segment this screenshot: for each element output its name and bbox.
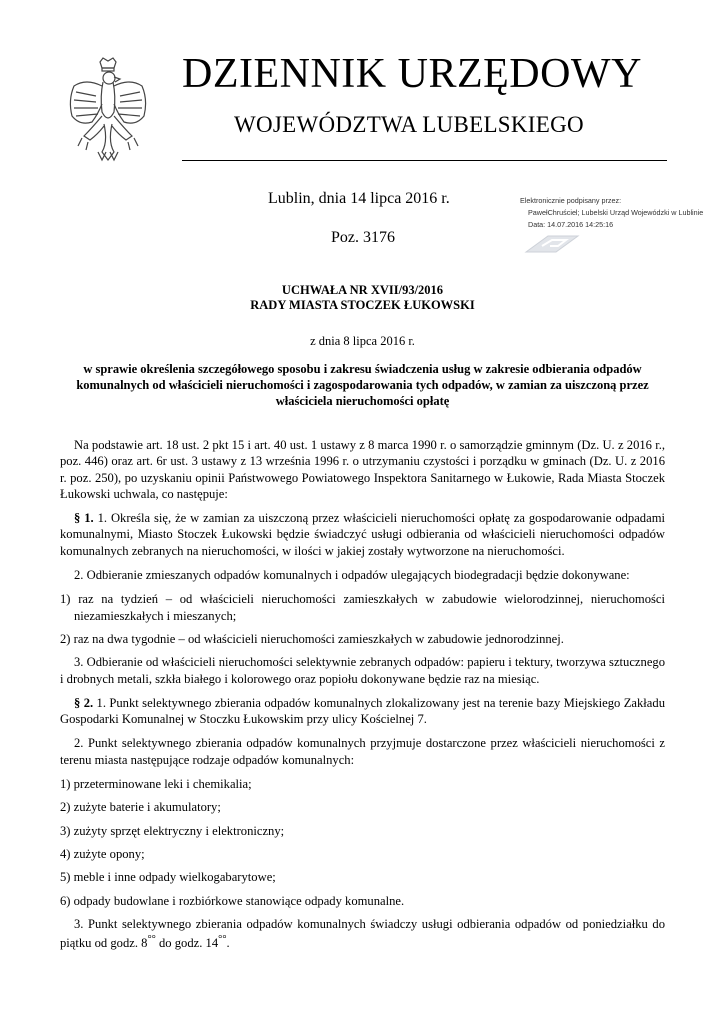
section-2-paragraph-2: 2. Punkt selektywnego zbierania odpadów komunalnych przyjmuje dostarczone przez właścicieli nieruchomości z terenu miasta następujące rodzaje odpadów komunalnych: [60,736,665,767]
hours-text-mid: do godz. 14 [155,936,219,951]
signature-date: Data: 14.07.2016 14:25:16 [528,220,614,229]
resolution-number: UCHWAŁA NR XVII/93/2016 [281,283,444,297]
section-1-paragraph-2: 2. Odbieranie zmieszanych odpadów komunalnych i odpadów ulegających biodegradacji będzie dokonywane: [74,568,630,583]
header-divider [182,160,667,161]
section-2-text-1: 1. Punkt selektywnego zbierania odpadów komunalnych zlokalizowany jest na terenie bazy Miejskiego Zakładu Gospodarki Komunalnej w Stoczku Łukowskim przy ulicy Kościelnej 7. [60,695,665,727]
hours-text-end: . [226,936,230,951]
journal-title: DZIENNIK URZĘDOWY [182,51,642,97]
dateline: Lublin, dnia 14 lipca 2016 r. [268,190,450,207]
resolution-subject: w sprawie określenia szczegółowego sposobu i zakresu świadczenia usług w zakresie odbierania odpadów komunalnych od właścicieli nieruchomości i zagospodarowania tych odpadów, w zamian za uiszczoną przez właściciela nieruchomości opłatę [76,362,649,408]
signature-line: Elektronicznie podpisany przez: [520,196,622,205]
section-1-paragraph-1 [60,510,665,559]
coat-of-arms-eagle-icon [62,56,154,168]
position-number: Poz. 3176 [331,229,395,246]
hours-text-start: 3. Punkt selektywnego zbierania odpadów komunalnych świadczy usługi odbierania odpadów od poniedziałku do piątku od godz. 8 [60,916,665,951]
hours-superscript: °° [147,934,156,946]
section-2-label: § 2. [74,695,94,710]
preamble: Na podstawie art. 18 ust. 2 pkt 15 i art. 40 ust. 1 ustawy z 8 marca 1990 r. o samorządzie gminnym (Dz. U. z 2016 r., poz. 446) oraz art. 6r ust. 3 ustawy z 13 września 1996 r. o utrzymaniu czystości i porządku w gminach (Dz. U. z 2016 r. poz. 250), po uzyskaniu opinii Państwowego Powiatowego Inspektora Sanitarnego w Łukowie, Rada Miasta Stoczek Łukowski uchwala, co następuje: [60,438,665,501]
list-item: 6) odpady budowlane i rozbiórkowe stanowiące odpady komunalne. [60,893,405,908]
journal-subtitle: WOJEWÓDZTWA LUBELSKIEGO [234,112,584,137]
signature-signer: PawełChruściel; Lubelski Urząd Wojewódzki w Lublinie [528,208,704,217]
electronic-signature [520,195,720,231]
section-2-paragraph-3 [60,916,665,952]
list-item: 2) zużyte baterie i akumulatory; [60,800,221,815]
section-2-paragraph-1 [60,695,665,728]
section-1-text-1: 1. Określa się, że w zamian za uiszczoną przez właścicieli nieruchomości opłatę za gospodarowanie odpadami komunalnymi, Miasto Stoczek Łukowski będzie świadczyć usługi odbierania od właścicieli nieruchomości odpadów komunalnych zebranych na nieruchomości, w ilości w jakiej zostały wytworzone na nieruchomości. [60,511,665,558]
resolution-date: z dnia 8 lipca 2016 r. [310,334,415,348]
list-item: 1) przeterminowane leki i chemikalia; [60,777,252,792]
section-1-label: § 1. [74,511,94,526]
list-item: 4) zużyte opony; [60,846,145,861]
list-item: 1) raz na tydzień – od właścicieli nieruchomości zamieszkałych w zabudowie wielorodzinnej, nieruchomości niezamieszkałych i mieszanych; [60,592,665,623]
hours-superscript: °° [218,934,227,946]
section-1-paragraph-3: 3. Odbieranie od właścicieli nieruchomości selektywnie zebranych odpadów: papieru i tektury, tworzywa sztucznego i drobnych metali, szkła białego i kolorowego oraz popiołu dokonywane będzie raz na miesiąc. [60,655,665,686]
list-item: 5) meble i inne odpady wielkogabarytowe; [60,870,276,885]
document-body [60,437,665,960]
resolution-body: RADY MIASTA STOCZEK ŁUKOWSKI [250,298,475,312]
list-item: 2) raz na dwa tygodnie – od właścicieli nieruchomości zamieszkałych w zabudowie jednorodzinnej. [60,631,564,646]
list-item: 3) zużyty sprzęt elektryczny i elektroniczny; [60,823,285,838]
resolution-heading [0,283,725,313]
signature-stamp-icon [522,230,582,260]
